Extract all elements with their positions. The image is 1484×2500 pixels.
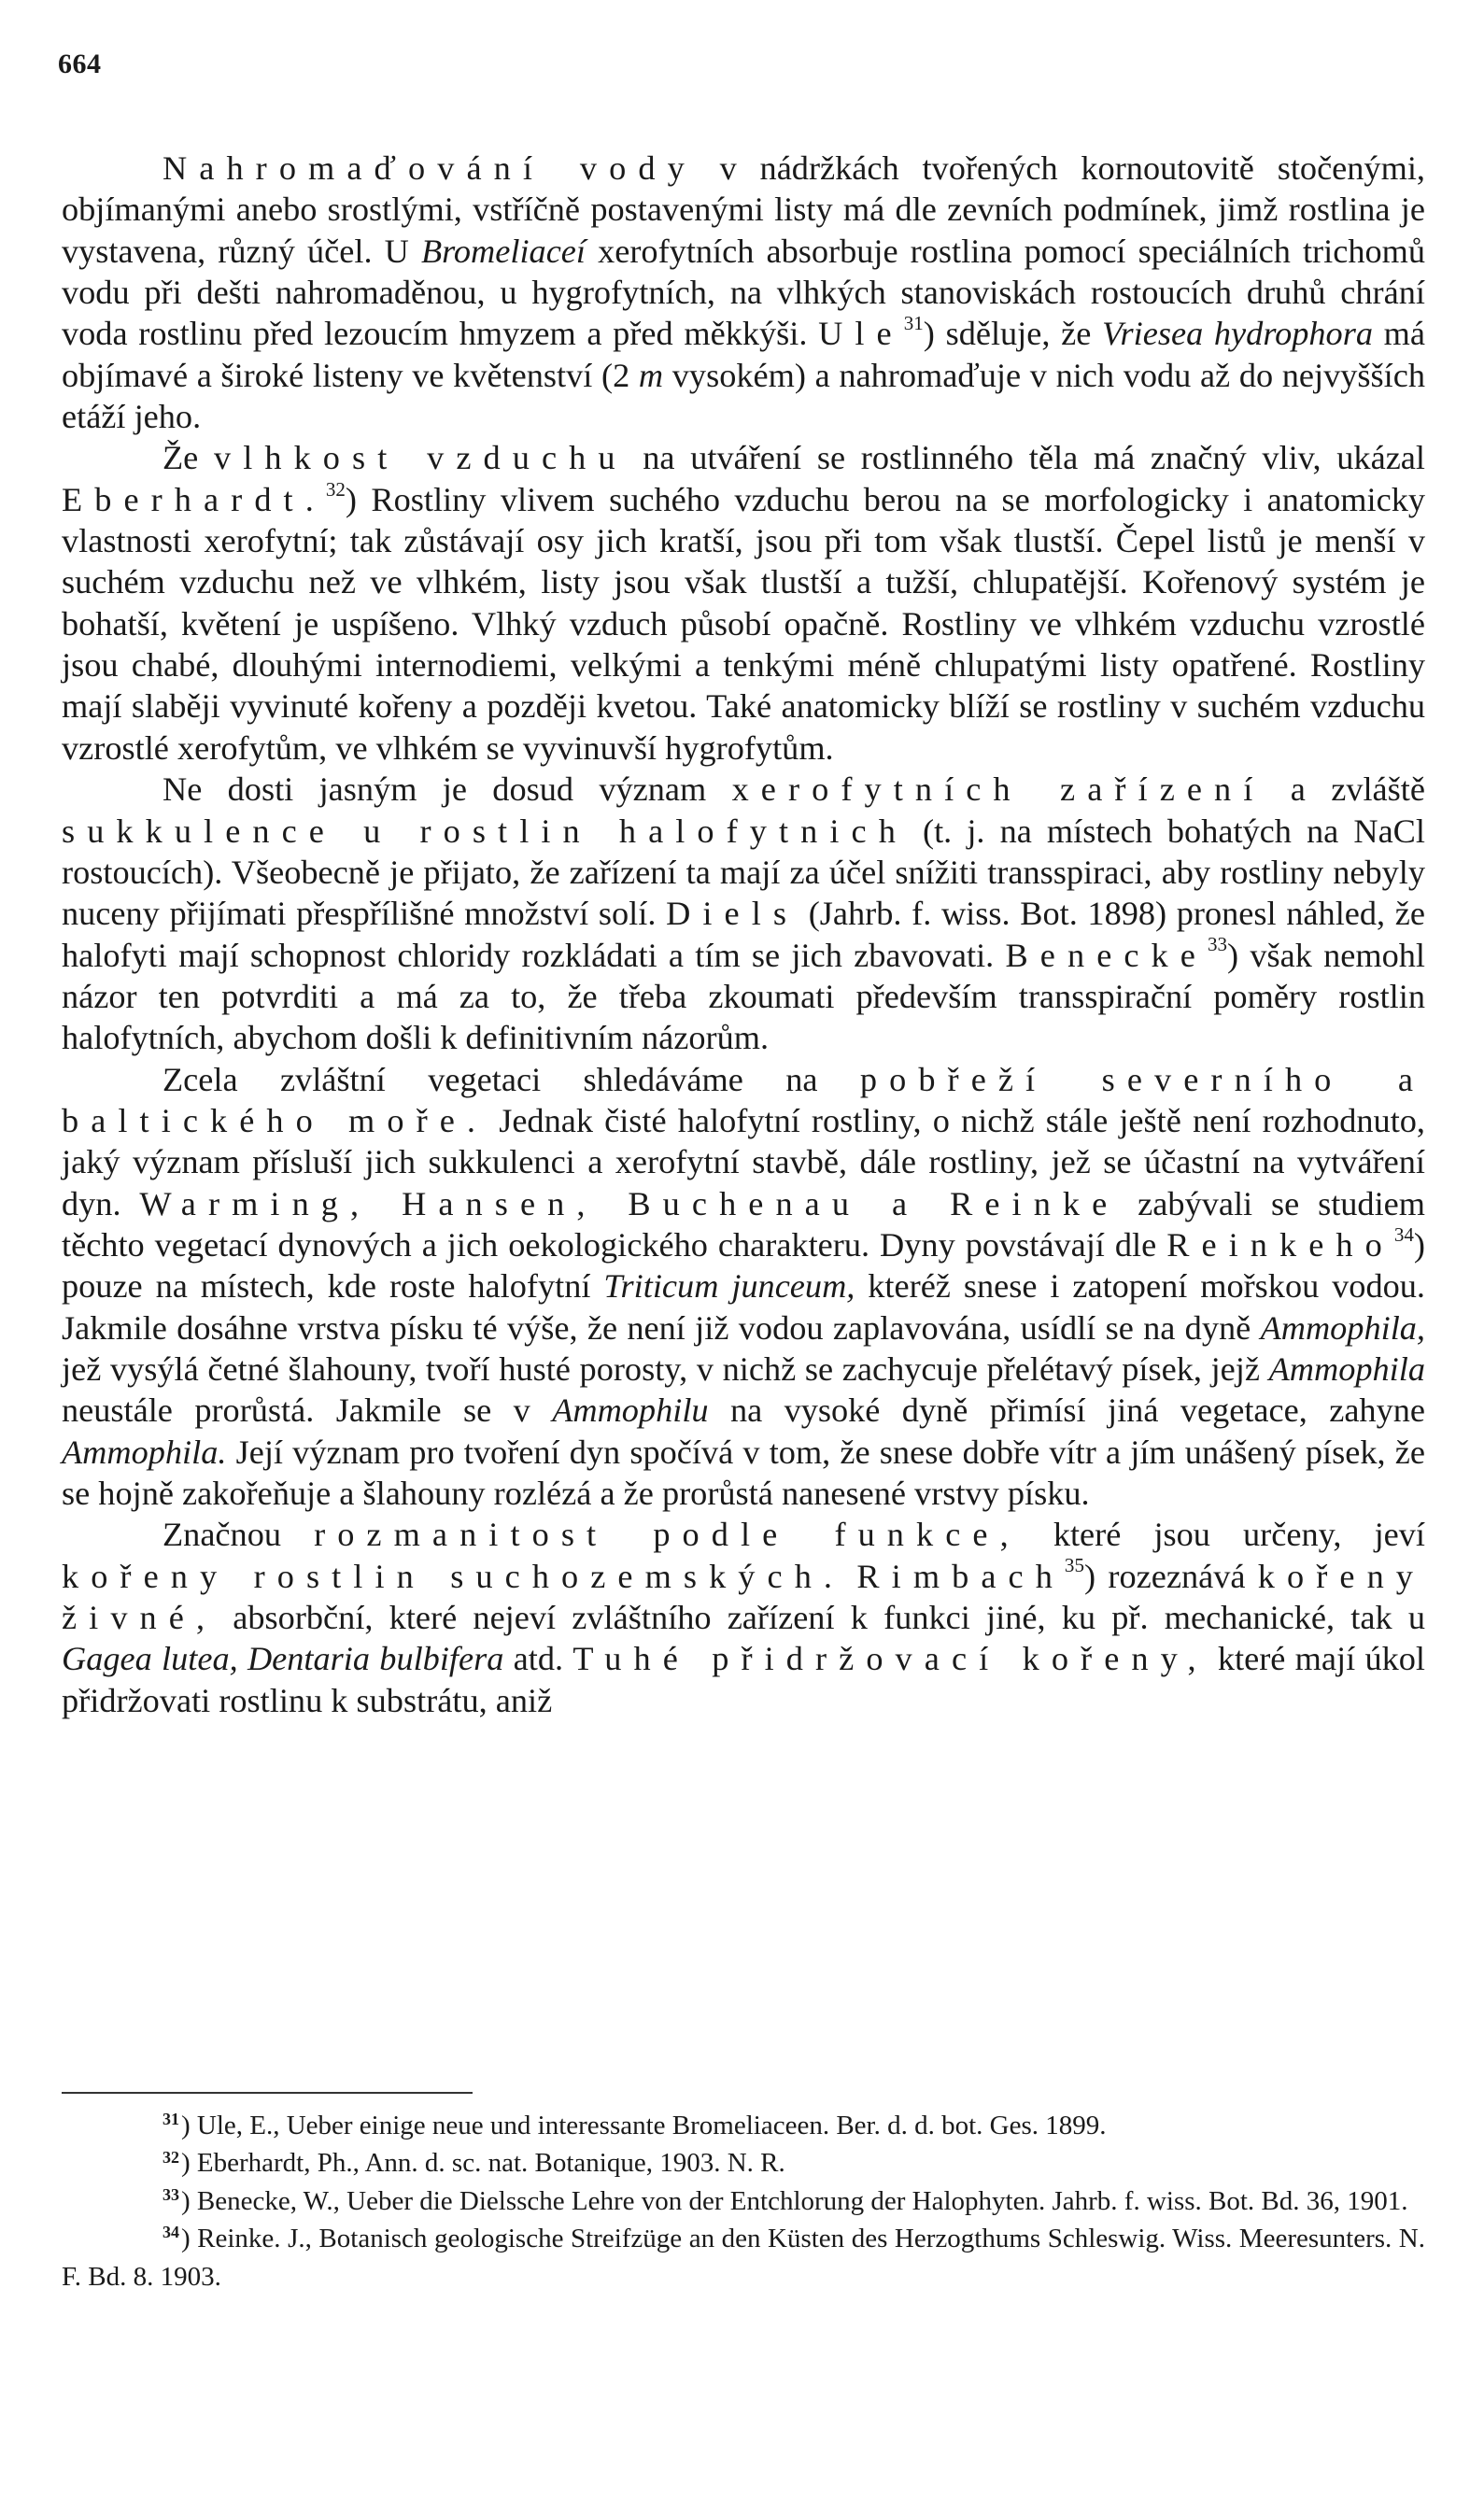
footnote — [62, 2109, 1425, 2146]
footnote — [62, 2184, 1425, 2222]
text-run: (Jahrb. f. wiss. Bot. 1898) pronesl náhled, že halofyti mají schopnost chloridy rozkládati a tím se jich zbavovati. — [62, 895, 1425, 974]
author-name: Diels — [666, 895, 799, 933]
footnote-mark: 34 — [163, 2223, 179, 2242]
text-run: které jsou určeny, jeví — [1020, 1516, 1425, 1554]
text-run: jež vysýlá četné šlahouny, tvoří husté porosty, v nichž se zachycuje přelétavý písek, jejž — [62, 1349, 1269, 1388]
author-name: Rimbach — [856, 1557, 1065, 1595]
text-run: ) rozeznává — [1083, 1557, 1258, 1595]
taxon-name: Ammophila — [1268, 1349, 1425, 1388]
text-run — [844, 1558, 856, 1595]
footnote — [62, 2146, 1425, 2183]
text-run: neustále prorůstá. Jakmile se v — [62, 1391, 553, 1430]
footnote-ref: 31 — [903, 312, 924, 335]
page-number: 664 — [58, 49, 102, 79]
author-name: Benecke — [1005, 936, 1208, 974]
text-run: na vysoké dyně přimísí jiná vegetace, zahyne — [708, 1391, 1425, 1430]
body-text — [62, 148, 1425, 1721]
text-run: ) Rostliny vlivem suchého vzduchu berou na se morfologicky i anatomicky vlastnosti xerofytní; tak zůstávají osy jich kratší, jsou při tom však tlustší. Čepel listů je menší v suchém vzduchu než ve vlhkém, listy jsou však tlustší a tužší, chlupatější. Kořenový systém je bohatší, květení je uspíšeno. Vlhký vzduch působí opačně. Rostliny ve vlhkém vzduchu vzrostlé jsou chabé, dlouhými internodiemi, velkými a tenkými méně chlupatými listy opatřené. Rostliny mají slaběji vyvinuté kořeny a později kvetou. Také anatomicky blíží se rostliny v suchém vzduchu vzrostlé xerofytům, ve vlhkém se vyvinuvší hygrofytům. — [62, 480, 1425, 767]
text-run: Jednak čisté halofytní rostliny, o nichž stále ještě není rozhodnuto, jaký význam přísluší jich sukkulenci a xerofytní stavbě, dále rostliny, jež se účastní na vytváření dyn. — [62, 1101, 1426, 1222]
taxon-name: Vriesea hydrophora — [1102, 315, 1373, 353]
text-run: vysokém) a nahromaďuje v nich vodu až do nejvyšších etáží jeho. — [62, 356, 1426, 436]
emphasis: kořeny živné, — [62, 1557, 1425, 1637]
text-run: ) sděluje, že — [923, 315, 1103, 353]
text-run: ) pouze na místech, kde roste halofytní — [62, 1225, 1425, 1306]
unit: m — [638, 356, 664, 394]
paragraph — [62, 1059, 1425, 1515]
text-run: (t. j. na místech bohatých na NaCl rostoucích). Všeobecně je přijato, že zařízení ta mají za účel snížiti transspiraci, aby rostliny nebyly nuceny přijímati přespřílišné množství solí. — [62, 812, 1425, 933]
text-run: v nádržkách tvořených kornoutovitě stočenými, objímanými anebo srostlými, vstříčně postavenými listy má dle zevních podmínek, jimž rostlina je vystavena, různý účel. U — [62, 149, 1425, 270]
footnote-mark: 31 — [163, 2110, 179, 2129]
paragraph — [62, 437, 1425, 769]
text-run: zabývali se studiem těchto vegetací dynových a jich oekologického charakteru. Dyny povstávají dle — [62, 1184, 1425, 1264]
footnote-ref: 34 — [1393, 1222, 1414, 1246]
author-name: Warming, Hansen, Buchenau a Reinke — [139, 1184, 1120, 1222]
text-run: Zcela zvláštní vegetaci shledáváme na — [163, 1060, 860, 1098]
author-name: Reinkeho — [1166, 1225, 1394, 1264]
taxon-name: Gagea lutea, Dentaria bulbifera — [62, 1640, 504, 1678]
emphasis: xerofytních zařízení — [731, 770, 1265, 809]
taxon-name: Bromeliaceí — [420, 232, 586, 270]
text-run: ) však nemohl názor ten potvrditi a má za to, že třeba zkoumati především transspirační poměry rostlin halofytních, abychom došli k definitivním názorům. — [62, 936, 1425, 1057]
text-run: na utváření se rostlinného těla má značný vliv, ukázal — [627, 439, 1425, 477]
emphasis: sukkulence u rostlin halofytnich — [62, 812, 908, 850]
paragraph — [62, 148, 1425, 437]
taxon-name: Triticum junceum, — [603, 1267, 855, 1306]
footnote-mark: 33 — [163, 2184, 179, 2204]
footnote-ref: 35 — [1064, 1554, 1084, 1577]
text-run: a zvláště — [1265, 770, 1425, 809]
text-run: Že — [163, 439, 214, 477]
taxon-name: Ammophilu — [552, 1391, 709, 1430]
text-run: má objímavé a široké listeny ve květenství (2 — [62, 315, 1425, 394]
footnote-ref: 32 — [325, 477, 346, 501]
emphasis: vlhkost vzduchu — [213, 439, 628, 477]
text-run: absorbční, které nejeví zvláštního zařízení k funkci jiné, ku př. mechanické, tak u — [217, 1599, 1425, 1637]
text-run: Její význam pro tvoření dyn spočívá v tom, že snese dobře vítr a jím unášený písek, že se hojně zakořeňuje a šlahouny rozlézá a že prorůstá nanesené vrstvy písku. — [62, 1433, 1425, 1512]
author-name: Eberhardt. — [62, 480, 326, 518]
footnote-mark: 32 — [163, 2147, 179, 2167]
footnote-text: ) Ule, E., Ueber einige neue und interessante Bromeliaceen. Ber. d. d. bot. Ges. 1899. — [180, 2111, 1107, 2140]
paragraph — [62, 769, 1425, 1058]
text-run: které mají úkol přidržovati rostlinu k substrátu, aniž — [62, 1640, 1425, 1719]
text-run: atd. — [503, 1640, 573, 1678]
taxon-name: Ammophila. — [62, 1433, 227, 1471]
footnote-text: ) Eberhardt, Ph., Ann. d. sc. nat. Botanique, 1903. N. R. — [180, 2148, 785, 2179]
emphasis: Nahromaďování vody — [163, 149, 697, 187]
footnote — [62, 2222, 1425, 2295]
footnote-divider — [62, 2092, 473, 2094]
text-run: xerofytních absorbuje rostlina pomocí speciálních trichomů vodu při dešti nahromaděnou, u hygrofytních, na vlhkých stanoviskách rostoucích druhů chrání voda rostlinu před lezoucím hmyzem a před měkkýši. — [62, 232, 1426, 353]
taxon-name: Ammophila, — [1260, 1308, 1425, 1347]
author-name: Ule — [818, 315, 904, 353]
footnotes — [62, 2109, 1425, 2295]
footnote-text: ) Benecke, W., Ueber die Dielssche Lehre von der Entchlorung der Halophyten. Jahrb. f. wiss. Bot. Bd. 36, 1901. — [180, 2185, 1408, 2216]
paragraph — [62, 1514, 1425, 1721]
text-run: Značnou — [163, 1516, 315, 1554]
emphasis: rozmanitost podle funkce, — [314, 1516, 1021, 1554]
footnote-ref: 33 — [1207, 933, 1227, 956]
text-run: kteréž snese i zatopení mořskou vodou. Jakmile dosáhne vrstva písku té výše, že není již vodou zaplavována, usídlí se na dyně — [62, 1267, 1425, 1347]
text-run: Ne dosti jasným je dosud význam — [163, 770, 732, 809]
footnote-text: ) Reinke. J., Botanisch geologische Streifzüge an den Küsten des Herzogthums Schleswig. Wiss. Meeresunters. N. F. Bd. 8. 1903. — [62, 2224, 1425, 2292]
emphasis: pobřeží severního a baltického moře. — [62, 1060, 1426, 1139]
emphasis: Tuhé přidržovací kořeny, — [572, 1640, 1208, 1678]
emphasis: kořeny rostlin suchozemských. — [62, 1557, 845, 1595]
